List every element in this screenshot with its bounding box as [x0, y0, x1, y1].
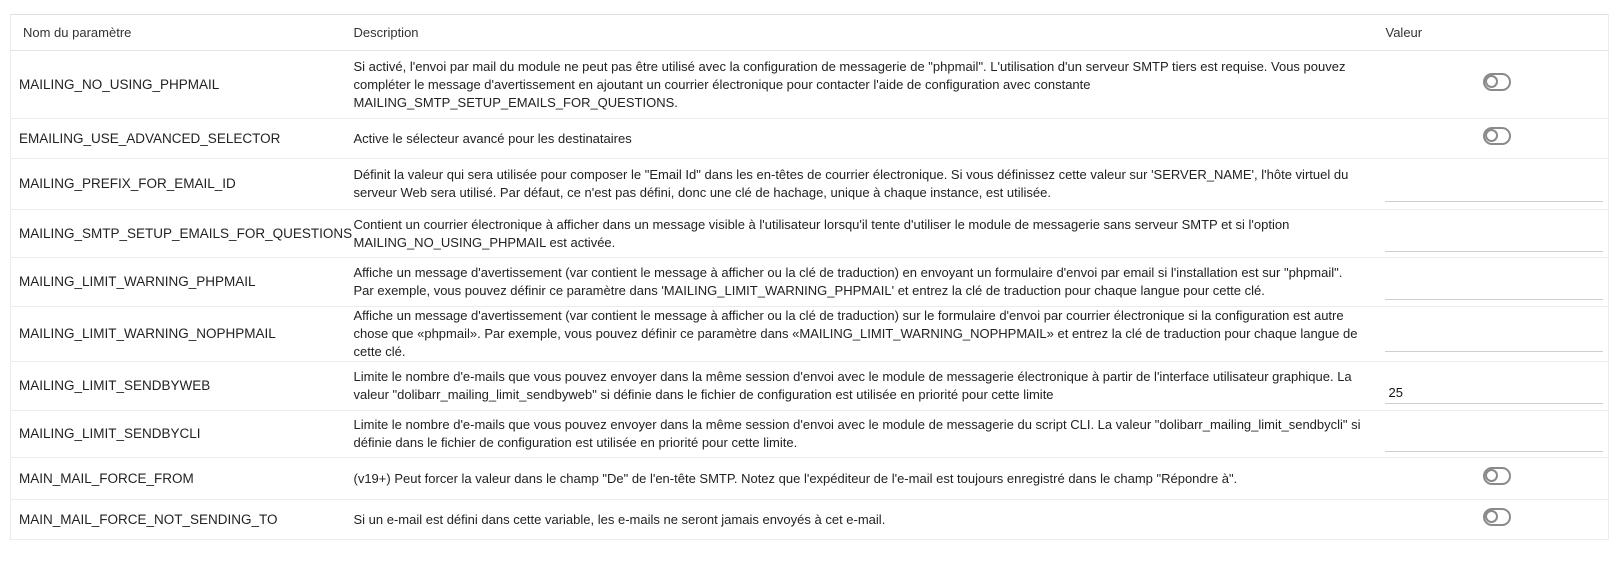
column-header-name: Nom du paramètre	[11, 15, 347, 51]
column-header-description: Description	[347, 15, 1383, 51]
toggle-knob	[1485, 129, 1498, 142]
parameter-value-input[interactable]	[1385, 278, 1603, 300]
parameter-value-input[interactable]	[1385, 430, 1603, 452]
parameter-value-cell	[1383, 210, 1609, 258]
parameter-name: MAILING_PREFIX_FOR_EMAIL_ID	[11, 159, 347, 210]
parameter-description: Si activé, l'envoi par mail du module ne peut pas être utilisé avec la configuration de messagerie de "phpmail". L'utilisation d'un serveur SMTP tiers est requise. Vous pouvez compléter le message d'avertissement en ajoutant un courrier électronique pour contacter l'aide de configuration avec constante MAILING_SMTP_SETUP_EMAILS_FOR_QUESTIONS.	[347, 51, 1383, 119]
toggle-off-icon[interactable]	[1483, 127, 1511, 145]
toggle-knob	[1485, 75, 1498, 88]
table-row	[11, 307, 1609, 362]
parameter-value-cell	[1383, 159, 1609, 210]
parameter-value-input[interactable]	[1385, 230, 1603, 252]
parameter-description: Limite le nombre d'e-mails que vous pouvez envoyer dans la même session d'envoi avec le module de messagerie du script CLI. La valeur "dolibarr_mailing_limit_sendbycli" si définie dans le fichier de configuration est utilisée en priorité pour cette limite.	[347, 411, 1383, 458]
parameter-value-input[interactable]	[1385, 180, 1603, 202]
table-row	[11, 159, 1609, 210]
parameter-description: (v19+) Peut forcer la valeur dans le champ "De" de l'en-tête SMTP. Notez que l'expéditeur de l'e-mail est toujours enregistré dans le champ "Répondre à".	[347, 458, 1383, 500]
table-row	[11, 411, 1609, 458]
parameter-name: MAILING_LIMIT_WARNING_NOPHPMAIL	[11, 307, 347, 362]
parameter-name: EMAILING_USE_ADVANCED_SELECTOR	[11, 119, 347, 159]
parameter-value-cell	[1383, 458, 1609, 500]
toggle-knob	[1485, 510, 1498, 523]
parameters-table	[10, 14, 1609, 540]
parameter-value-cell	[1383, 411, 1609, 458]
parameter-description: Active le sélecteur avancé pour les destinataires	[347, 119, 1383, 159]
parameter-description: Affiche un message d'avertissement (var contient le message à afficher ou la clé de traduction) sur le formulaire d'envoi par courrier électronique si la configuration est autre chose que «phpmail». Par exemple, vous pouvez définir ce paramètre dans «MAILING_LIMIT_WARNING_NOPHPMAIL» et entrez la clé de traduction pour chaque langue de cette clé.	[347, 307, 1383, 362]
parameter-description: Contient un courrier électronique à afficher dans un message visible à l'utilisateur lorsqu'il tente d'utiliser le module de messagerie sans serveur SMTP et si l'option MAILING_NO_USING_PHPMAIL est activée.	[347, 210, 1383, 258]
parameter-name: MAILING_LIMIT_SENDBYWEB	[11, 362, 347, 411]
parameter-value-cell	[1383, 500, 1609, 540]
parameter-description: Affiche un message d'avertissement (var contient le message à afficher ou la clé de traduction) en envoyant un formulaire d'envoi par email si l'installation est sur "phpmail". Par exemple, vous pouvez définir ce paramètre dans 'MAILING_LIMIT_WARNING_PHPMAIL' et entrez la clé de traduction pour chaque langue pour cette clé.	[347, 258, 1383, 307]
parameter-description: Limite le nombre d'e-mails que vous pouvez envoyer dans la même session d'envoi avec le module de messagerie électronique à partir de l'interface utilisateur graphique. La valeur "dolibarr_mailing_limit_sendbyweb" si définie dans le fichier de configuration est utilisée en priorité pour cette limite	[347, 362, 1383, 411]
parameter-name: MAIN_MAIL_FORCE_FROM	[11, 458, 347, 500]
toggle-off-icon[interactable]	[1483, 508, 1511, 526]
toggle-off-icon[interactable]	[1483, 73, 1511, 91]
parameter-description: Définit la valeur qui sera utilisée pour composer le "Email Id" dans les en-têtes de courrier électronique. Si vous définissez cette valeur sur 'SERVER_NAME', l'hôte virtuel du serveur Web sera utilisé. Par défaut, ce n'est pas défini, donc une clé de hachage, unique à chaque instance, est utilisée.	[347, 159, 1383, 210]
parameter-value-input[interactable]	[1385, 330, 1603, 352]
table-row	[11, 500, 1609, 540]
table-row	[11, 119, 1609, 159]
parameter-value-cell	[1383, 307, 1609, 362]
parameter-name: MAILING_LIMIT_SENDBYCLI	[11, 411, 347, 458]
parameter-value-input[interactable]	[1385, 382, 1603, 404]
table-row	[11, 210, 1609, 258]
parameter-description: Si un e-mail est défini dans cette variable, les e-mails ne seront jamais envoyés à cet e-mail.	[347, 500, 1383, 540]
table-header-row	[11, 15, 1609, 51]
table-row	[11, 362, 1609, 411]
table-row	[11, 458, 1609, 500]
parameter-name: MAILING_SMTP_SETUP_EMAILS_FOR_QUESTIONS	[11, 210, 347, 258]
column-header-value: Valeur	[1383, 15, 1609, 51]
table-row	[11, 258, 1609, 307]
parameter-value-cell	[1383, 362, 1609, 411]
parameter-value-cell	[1383, 51, 1609, 119]
parameter-name: MAIN_MAIL_FORCE_NOT_SENDING_TO	[11, 500, 347, 540]
toggle-off-icon[interactable]	[1483, 467, 1511, 485]
parameter-value-cell	[1383, 119, 1609, 159]
parameters-panel	[10, 14, 1608, 540]
table-row	[11, 51, 1609, 119]
toggle-knob	[1485, 469, 1498, 482]
parameter-name: MAILING_LIMIT_WARNING_PHPMAIL	[11, 258, 347, 307]
parameter-name: MAILING_NO_USING_PHPMAIL	[11, 51, 347, 119]
parameter-value-cell	[1383, 258, 1609, 307]
